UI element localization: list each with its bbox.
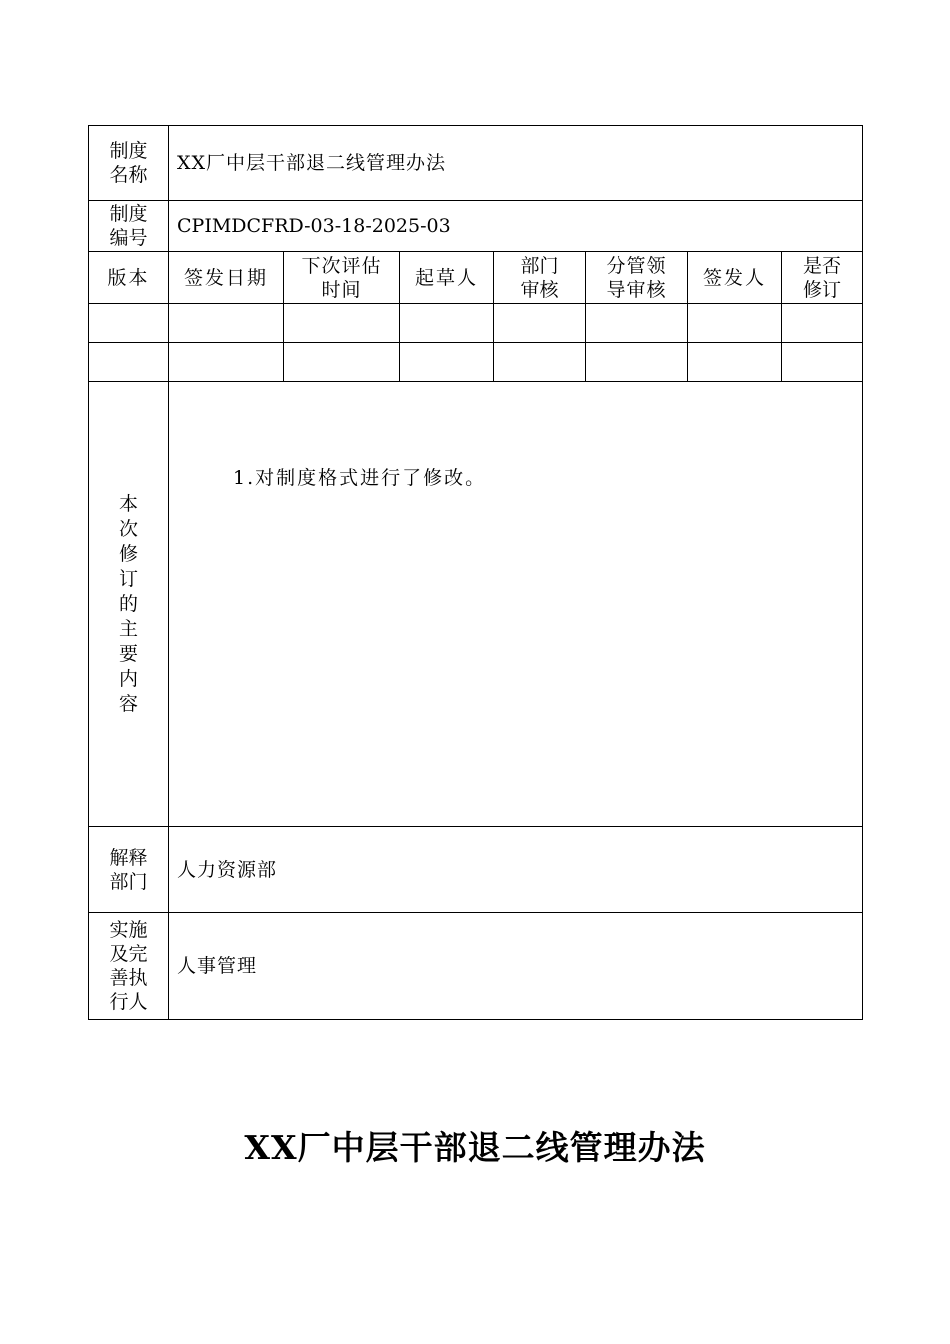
header-dept-review: 部门审核 bbox=[520, 254, 559, 301]
blank-cell bbox=[494, 304, 586, 343]
header-drafter: 起草人 bbox=[400, 252, 494, 304]
code-row bbox=[89, 201, 863, 252]
content-item: 1.对制度格式进行了修改。 bbox=[233, 467, 487, 489]
blank-row bbox=[89, 304, 863, 343]
dept-label-cell bbox=[89, 827, 169, 913]
header-next-review: 下次评估时间 bbox=[301, 254, 382, 301]
blank-row bbox=[89, 343, 863, 382]
blank-cell bbox=[284, 304, 400, 343]
blank-cell bbox=[400, 343, 494, 382]
document-control-table bbox=[88, 125, 863, 1020]
blank-cell bbox=[169, 343, 284, 382]
blank-cell bbox=[688, 343, 782, 382]
header-issuer: 签发人 bbox=[688, 252, 782, 304]
blank-cell bbox=[169, 304, 284, 343]
blank-cell bbox=[782, 343, 863, 382]
name-label-cell bbox=[89, 126, 169, 201]
blank-cell bbox=[586, 343, 688, 382]
dept-label: 解释部门 bbox=[109, 846, 148, 893]
document-title: XX厂中层干部退二线管理办法 bbox=[244, 1128, 706, 1167]
name-row bbox=[89, 126, 863, 201]
header-revised-cell bbox=[782, 252, 863, 304]
executor-value: 人事管理 bbox=[169, 913, 863, 1020]
code-label-cell bbox=[89, 201, 169, 252]
blank-cell bbox=[586, 304, 688, 343]
blank-cell bbox=[688, 304, 782, 343]
header-leader-review-cell bbox=[586, 252, 688, 304]
blank-cell bbox=[284, 343, 400, 382]
header-version: 版本 bbox=[89, 252, 169, 304]
executor-label: 实施及完善执行人 bbox=[109, 919, 148, 1013]
header-dept-review-cell bbox=[494, 252, 586, 304]
name-value: XX厂中层干部退二线管理办法 bbox=[169, 126, 863, 201]
content-label-cell bbox=[89, 382, 169, 827]
name-label: 制度名称 bbox=[109, 140, 148, 186]
header-next-review-cell bbox=[284, 252, 400, 304]
dept-value: 人力资源部 bbox=[169, 827, 863, 913]
dept-row bbox=[89, 827, 863, 913]
blank-cell bbox=[89, 343, 169, 382]
code-label: 制度编号 bbox=[109, 203, 148, 249]
header-issue-date: 签发日期 bbox=[169, 252, 284, 304]
header-revised: 是否修订 bbox=[803, 254, 842, 301]
code-value: CPIMDCFRD-03-18-2025-03 bbox=[169, 201, 863, 252]
content-label: 本次修订的主要内容 bbox=[118, 492, 138, 715]
blank-cell bbox=[400, 304, 494, 343]
blank-cell bbox=[782, 304, 863, 343]
blank-cell bbox=[89, 304, 169, 343]
header-leader-review: 分管领导审核 bbox=[606, 254, 667, 301]
executor-row bbox=[89, 913, 863, 1020]
header-row bbox=[89, 252, 863, 304]
blank-cell bbox=[494, 343, 586, 382]
content-row bbox=[89, 382, 863, 827]
executor-label-cell bbox=[89, 913, 169, 1020]
content-cell bbox=[169, 382, 863, 827]
